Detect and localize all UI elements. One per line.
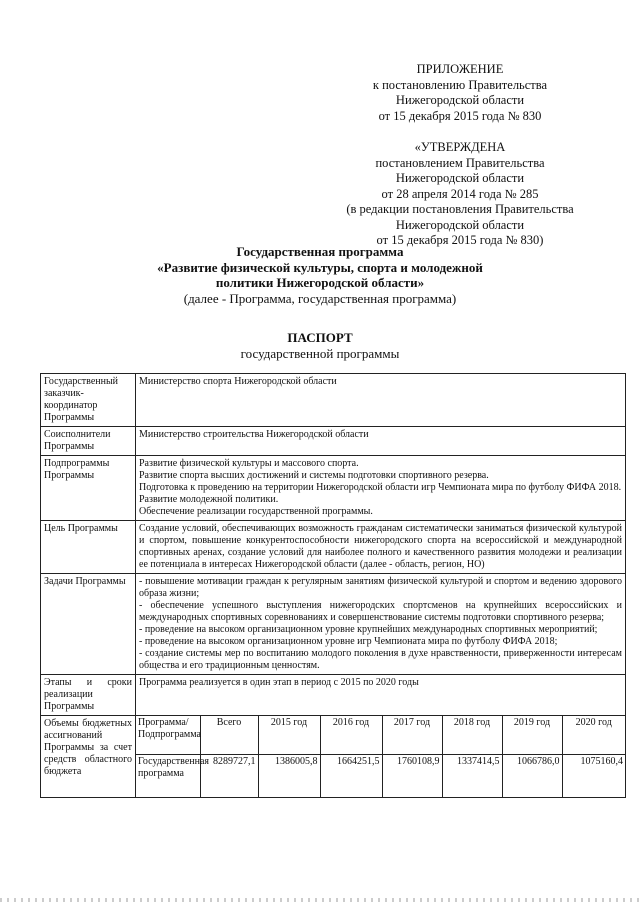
table-row (41, 427, 626, 456)
row-label: Этапы и сроки реализации Программы (41, 675, 136, 716)
funding-cell (136, 716, 626, 798)
appendix-line: от 15 декабря 2015 года № 830 (378, 108, 542, 123)
funding-header: 2016 год (320, 716, 382, 755)
approval-line: Нижегородской области (395, 171, 525, 185)
funding-table (136, 716, 625, 797)
scan-edge-artifact (0, 898, 640, 902)
funding-value: 1760108,9 (382, 755, 442, 798)
list-item: Развитие физической культуры и массового спорта. (139, 458, 359, 469)
funding-value: 1337414,5 (442, 755, 502, 798)
approval-line: от 28 апреля 2014 года № 285 (381, 186, 539, 201)
row-value: Программа реализуется в один этап в период с 2015 по 2020 годы (136, 675, 626, 716)
funding-header: Программа/ Подпрограмма (136, 716, 200, 755)
funding-header: 2015 год (258, 716, 320, 755)
program-title-line: политики Нижегородской области» (215, 275, 425, 290)
program-title-note: (далее - Программа, государственная программа) (183, 290, 457, 306)
appendix-line: ПРИЛОЖЕНИЕ (416, 62, 504, 76)
row-label: Государственный заказчик-координатор Программы (41, 374, 136, 427)
approval-line: Нижегородской области (395, 217, 525, 232)
table-row (41, 574, 626, 675)
funding-value: 8289727,1 (200, 755, 258, 798)
row-value: Создание условий, обеспечивающих возможность гражданам систематически заниматься физической культурой и спортом, повышение конкурентоспособности нижегородского спорта на всероссийской и международной спортивных аренах, создание условий для наиболее полного и качественного развития молодежи и реализации ее потенциала в интересах Нижегородской области (далее - область, регион, НО) (136, 521, 626, 574)
approval-line: от 15 декабря 2015 года № 830) (376, 233, 544, 247)
funding-value: 1066786,0 (502, 755, 562, 798)
approval-line: «УТВЕРЖДЕНА (414, 140, 506, 154)
table-row (41, 374, 626, 427)
program-title-line: Государственная программа (236, 244, 404, 259)
list-item: Развитие спорта высших достижений и системы подготовки спортивного резерва. (139, 470, 489, 481)
list-item: - повышение мотивации граждан к регулярным занятиям физической культурой и спортом и ведению здорового образа жизни; (139, 576, 622, 599)
funding-header: 2017 год (382, 716, 442, 755)
row-value (136, 456, 626, 521)
appendix-header (330, 62, 590, 124)
funding-header: 2018 год (442, 716, 502, 755)
list-item: - создание системы мер по воспитанию молодого поколения в духе нравственности, приверженности интересам общества и его традиционным ценностям. (139, 648, 622, 671)
row-value: Министерство спорта Нижегородской области (136, 374, 626, 427)
row-label: Задачи Программы (41, 574, 136, 675)
list-item: - проведение на высоком организационном уровне игр Чемпионата мира по футболу ФИФА 2018; (139, 636, 558, 647)
funding-header-row (136, 716, 625, 755)
funding-row (136, 755, 625, 798)
approval-header (330, 140, 590, 249)
table-row (41, 456, 626, 521)
funding-header: 2019 год (502, 716, 562, 755)
funding-value: 1664251,5 (320, 755, 382, 798)
funding-value: 1075160,4 (562, 755, 625, 798)
table-row (41, 521, 626, 574)
passport-table (40, 373, 626, 798)
table-row (41, 675, 626, 716)
row-label: Соисполнители Программы (41, 427, 136, 456)
row-value: Министерство строительства Нижегородской области (136, 427, 626, 456)
passport-subtitle: государственной программы (240, 346, 400, 361)
approval-line: постановлением Правительства (375, 155, 545, 170)
list-item: Развитие молодежной политики. (139, 494, 279, 505)
list-item: - обеспечение успешного выступления нижегородских спортсменов на крупнейших всероссийских и международных спортивных соревнованиях и совершенствование системы подготовки спортивного резерва; (139, 600, 622, 623)
passport-title: ПАСПОРТ (287, 330, 353, 345)
row-label: Подпрограммы Программы (41, 456, 136, 521)
list-item: - проведение на высоком организационном уровне крупнейших международных спортивных мероприятий; (139, 624, 598, 635)
program-title (130, 244, 510, 306)
passport-heading (170, 330, 470, 362)
list-item: Обеспечение реализации государственной программы. (139, 506, 373, 517)
list-item: Подготовка к проведению на территории Нижегородской области игр Чемпионата мира по футболу ФИФА 2018. (139, 482, 622, 493)
row-value (136, 574, 626, 675)
row-label: Объемы бюджетных ассигнований Программы за счет средств областного бюджета (41, 716, 136, 798)
funding-cell-name: Государственная программа (138, 756, 210, 779)
funding-value: 1386005,8 (258, 755, 320, 798)
appendix-line: к постановлению Правительства (372, 77, 548, 92)
appendix-line: Нижегородской области (395, 93, 525, 107)
program-title-line: «Развитие физической культуры, спорта и молодежной (157, 259, 483, 275)
funding-header: Всего (200, 716, 258, 755)
table-row (41, 716, 626, 798)
funding-header: 2020 год (562, 716, 625, 755)
row-label: Цель Программы (41, 521, 136, 574)
approval-line: (в редакции постановления Правительства (346, 202, 574, 216)
